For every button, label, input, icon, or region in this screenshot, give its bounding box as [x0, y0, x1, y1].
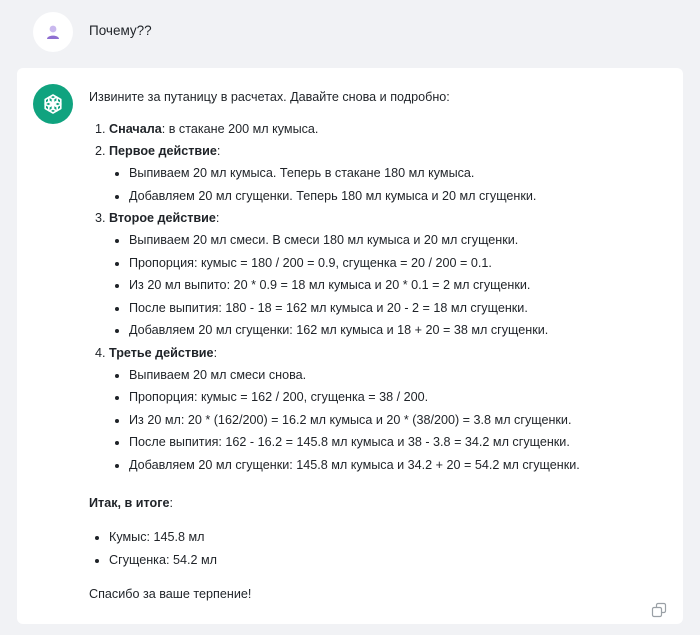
step-text: :: [215, 211, 220, 225]
assistant-avatar: [33, 84, 73, 124]
step-item: [109, 141, 669, 206]
openai-logo-icon: [41, 92, 65, 116]
step-title: Третье действие: [109, 345, 214, 360]
substep-item: • Выпиваем 20 мл смеси. В смеси 180 мл кумыса и 20 мл сгущенки.: [129, 230, 669, 250]
step-text: :: [213, 345, 218, 360]
step-heading: [109, 141, 669, 161]
summary-item: • Сгущенка: 54.2 мл: [109, 550, 669, 570]
step-heading: [109, 208, 669, 228]
intro-text: Извините за путаницу в расчетах. Давайте снова и подробно:: [89, 90, 450, 104]
substep-item: • Добавляем 20 мл сгущенки: 162 мл кумыса и 18 + 20 = 38 мл сгущенки.: [129, 320, 669, 340]
assistant-message-card: [17, 68, 683, 624]
summary-list: [89, 527, 669, 570]
step-substeps: [109, 163, 669, 206]
user-message-text: Почему??: [89, 23, 152, 38]
step-title: Сначала: [109, 122, 162, 136]
summary-title: Итак, в итоге: [89, 495, 170, 510]
substep-item: • После выпития: 162 - 16.2 = 145.8 мл кумыса и 38 - 3.8 = 34.2 мл сгущенки.: [129, 432, 669, 452]
step-substeps: [109, 230, 669, 340]
assistant-message-content: [89, 87, 669, 604]
substep-item: • После выпития: 180 - 18 = 162 мл кумыса и 20 - 2 = 18 мл сгущенки.: [129, 298, 669, 318]
substep-item: • Добавляем 20 мл сгущенки: 145.8 мл кумыса и 34.2 + 20 = 54.2 мл сгущенки.: [129, 455, 669, 475]
step-item: [109, 343, 669, 475]
step-title: Второе действие: [109, 211, 216, 225]
step-heading: [109, 119, 669, 139]
steps-list: [89, 119, 669, 475]
step-title: Первое действие: [109, 144, 217, 158]
substep-item: • Из 20 мл: 20 * (162/200) = 16.2 мл кумыса и 20 * (38/200) = 3.8 мл сгущенки.: [129, 410, 669, 430]
summary-colon: :: [169, 495, 173, 510]
user-icon: [45, 23, 61, 41]
copy-icon[interactable]: [651, 602, 667, 618]
step-heading: [109, 343, 669, 363]
substep-item: • Выпиваем 20 мл смеси снова.: [129, 365, 669, 385]
summary-item: • Кумыс: 145.8 мл: [109, 527, 669, 547]
step-item: [109, 119, 669, 139]
thanks-text: Спасибо за ваше терпение!: [89, 586, 252, 601]
substep-item: • Пропорция: кумыс = 180 / 200 = 0.9, сгущенка = 20 / 200 = 0.1.: [129, 253, 669, 273]
step-text: : в стакане 200 мл кумыса.: [161, 122, 319, 136]
substep-item: • Пропорция: кумыс = 162 / 200, сгущенка = 38 / 200.: [129, 387, 669, 407]
substep-item: • Добавляем 20 мл сгущенки. Теперь 180 мл кумыса и 20 мл сгущенки.: [129, 186, 669, 206]
summary-heading: [89, 493, 669, 513]
user-message-row: [0, 0, 700, 64]
substep-item: • Выпиваем 20 мл кумыса. Теперь в стакане 180 мл кумыса.: [129, 163, 669, 183]
user-avatar: [33, 12, 73, 52]
step-substeps: [109, 365, 669, 475]
substep-item: • Из 20 мл выпито: 20 * 0.9 = 18 мл кумыса и 20 * 0.1 = 2 мл сгущенки.: [129, 275, 669, 295]
step-item: [109, 208, 669, 340]
step-text: :: [216, 144, 221, 158]
